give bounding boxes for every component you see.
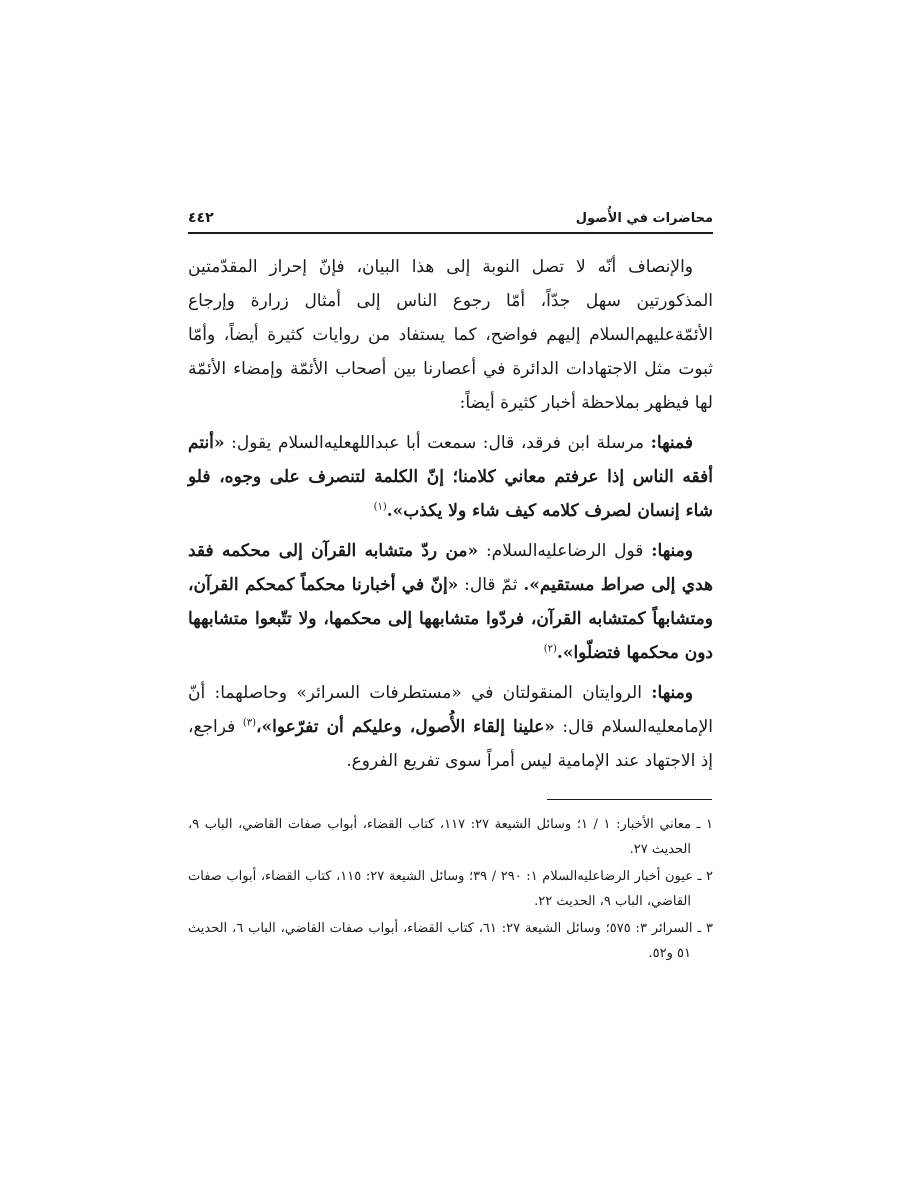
paragraph-intro: والإنصاف أنّه لا تصل النوبة إلى هذا البيان، فإنّ إحراز المقدّمتين المذكورتين سهل جدّاً، أمّا رجوع الناس إلى أمثال زرارة وإرجاع الأئمّةعليهم‌السلام إليهم فواضح، كما يستفاد من روايات كثيرة أيضاً، وأمّا ثبوت مثل الاجتهادات الدائرة في أعصارنا بين أصحاب الأئمّة وإمضاء الأئمّة لها فيظهر بملاحظة أخبار كثيرة أيضاً: [188, 257, 713, 413]
paragraph-tail-text: فراجع، إذ الاجتهاد عند الإمامية ليس أمراً سوى تفريع الفروع. [188, 717, 713, 771]
footnote-reference-3[interactable]: (٣) [242, 717, 257, 729]
paragraph-first-narration [188, 426, 713, 528]
paragraph-label: فمنها: [650, 433, 693, 453]
running-title: محاضرات في الأُصول [575, 211, 713, 226]
paragraph-third-narration [188, 676, 713, 778]
footnote-2: ٢ ـ عيون أخبار الرضاعليه‌السلام ١: ٢٩٠ / ٣٩؛ وسائل الشيعة ٢٧: ١١٥، كتاب القضاء، أبواب صفات القاضي، الباب ٩، الحديث ٢٢. [188, 869, 713, 909]
hadith-quote: «علينا إلقاء الأُصول، وعليكم أن تفرّعوا»، [256, 717, 555, 737]
footnote-3: ٣ ـ السرائر ٣: ٥٧٥؛ وسائل الشيعة ٢٧: ٦١، كتاب القضاء، أبواب صفات القاضي، الباب ٦، الحديث ٥١ و٥٢. [188, 921, 714, 961]
paragraph-lead-text: قول الرضاعليه‌السلام: [478, 541, 652, 561]
running-header [188, 200, 713, 234]
hadith-quote: «أنتم أفقه الناس إذا عرفتم معاني كلامنا؛ إنّ الكلمة لتنصرف على وجوه، فلو شاء إنسان لصرف كلامه كيف شاء ولا يكذب». [188, 433, 713, 521]
paragraph-lead-text: مرسلة ابن فرقد، قال: سمعت أبا عبداللهعليه‌السلام يقول: [224, 433, 651, 453]
footnote-reference-1[interactable]: (١) [373, 501, 387, 513]
main-text [188, 250, 713, 784]
footnote-1: ١ ـ معاني الأخبار: ١ / ١؛ وسائل الشيعة ٢٧: ١١٧، كتاب القضاء، أبواب صفات القاضي، الباب ٩، الحديث ٢٧. [188, 817, 714, 857]
paragraph-label: ومنها: [651, 683, 693, 703]
hadith-quote: «إنّ في أخبارنا محكماً كمحكم القرآن، ومتشابهاً كمتشابه القرآن، فردّوا متشابهها إلى محكمها، ولا تتّبعوا متشابهها دون محكمها فتضلّوا». [188, 575, 713, 663]
paragraph-label: ومنها: [651, 541, 693, 561]
paragraph-second-narration [188, 534, 713, 670]
footnote-divider [547, 799, 712, 800]
footnote-reference-2[interactable]: (٢) [543, 643, 557, 655]
hadith-quote: «من ردّ متشابه القرآن إلى محكمه فقد هدي إلى صراط مستقيم». [188, 541, 713, 595]
paragraph-connector-text: ثمّ قال: [458, 575, 524, 595]
footnotes [188, 812, 713, 968]
paragraph-lead-text: الروايتان المنقولتان في «مستطرفات السرائر» وحاصلهما: أنّ الإمامعليه‌السلام قال: [188, 683, 713, 737]
page-number: ٤٤٢ [188, 210, 214, 226]
